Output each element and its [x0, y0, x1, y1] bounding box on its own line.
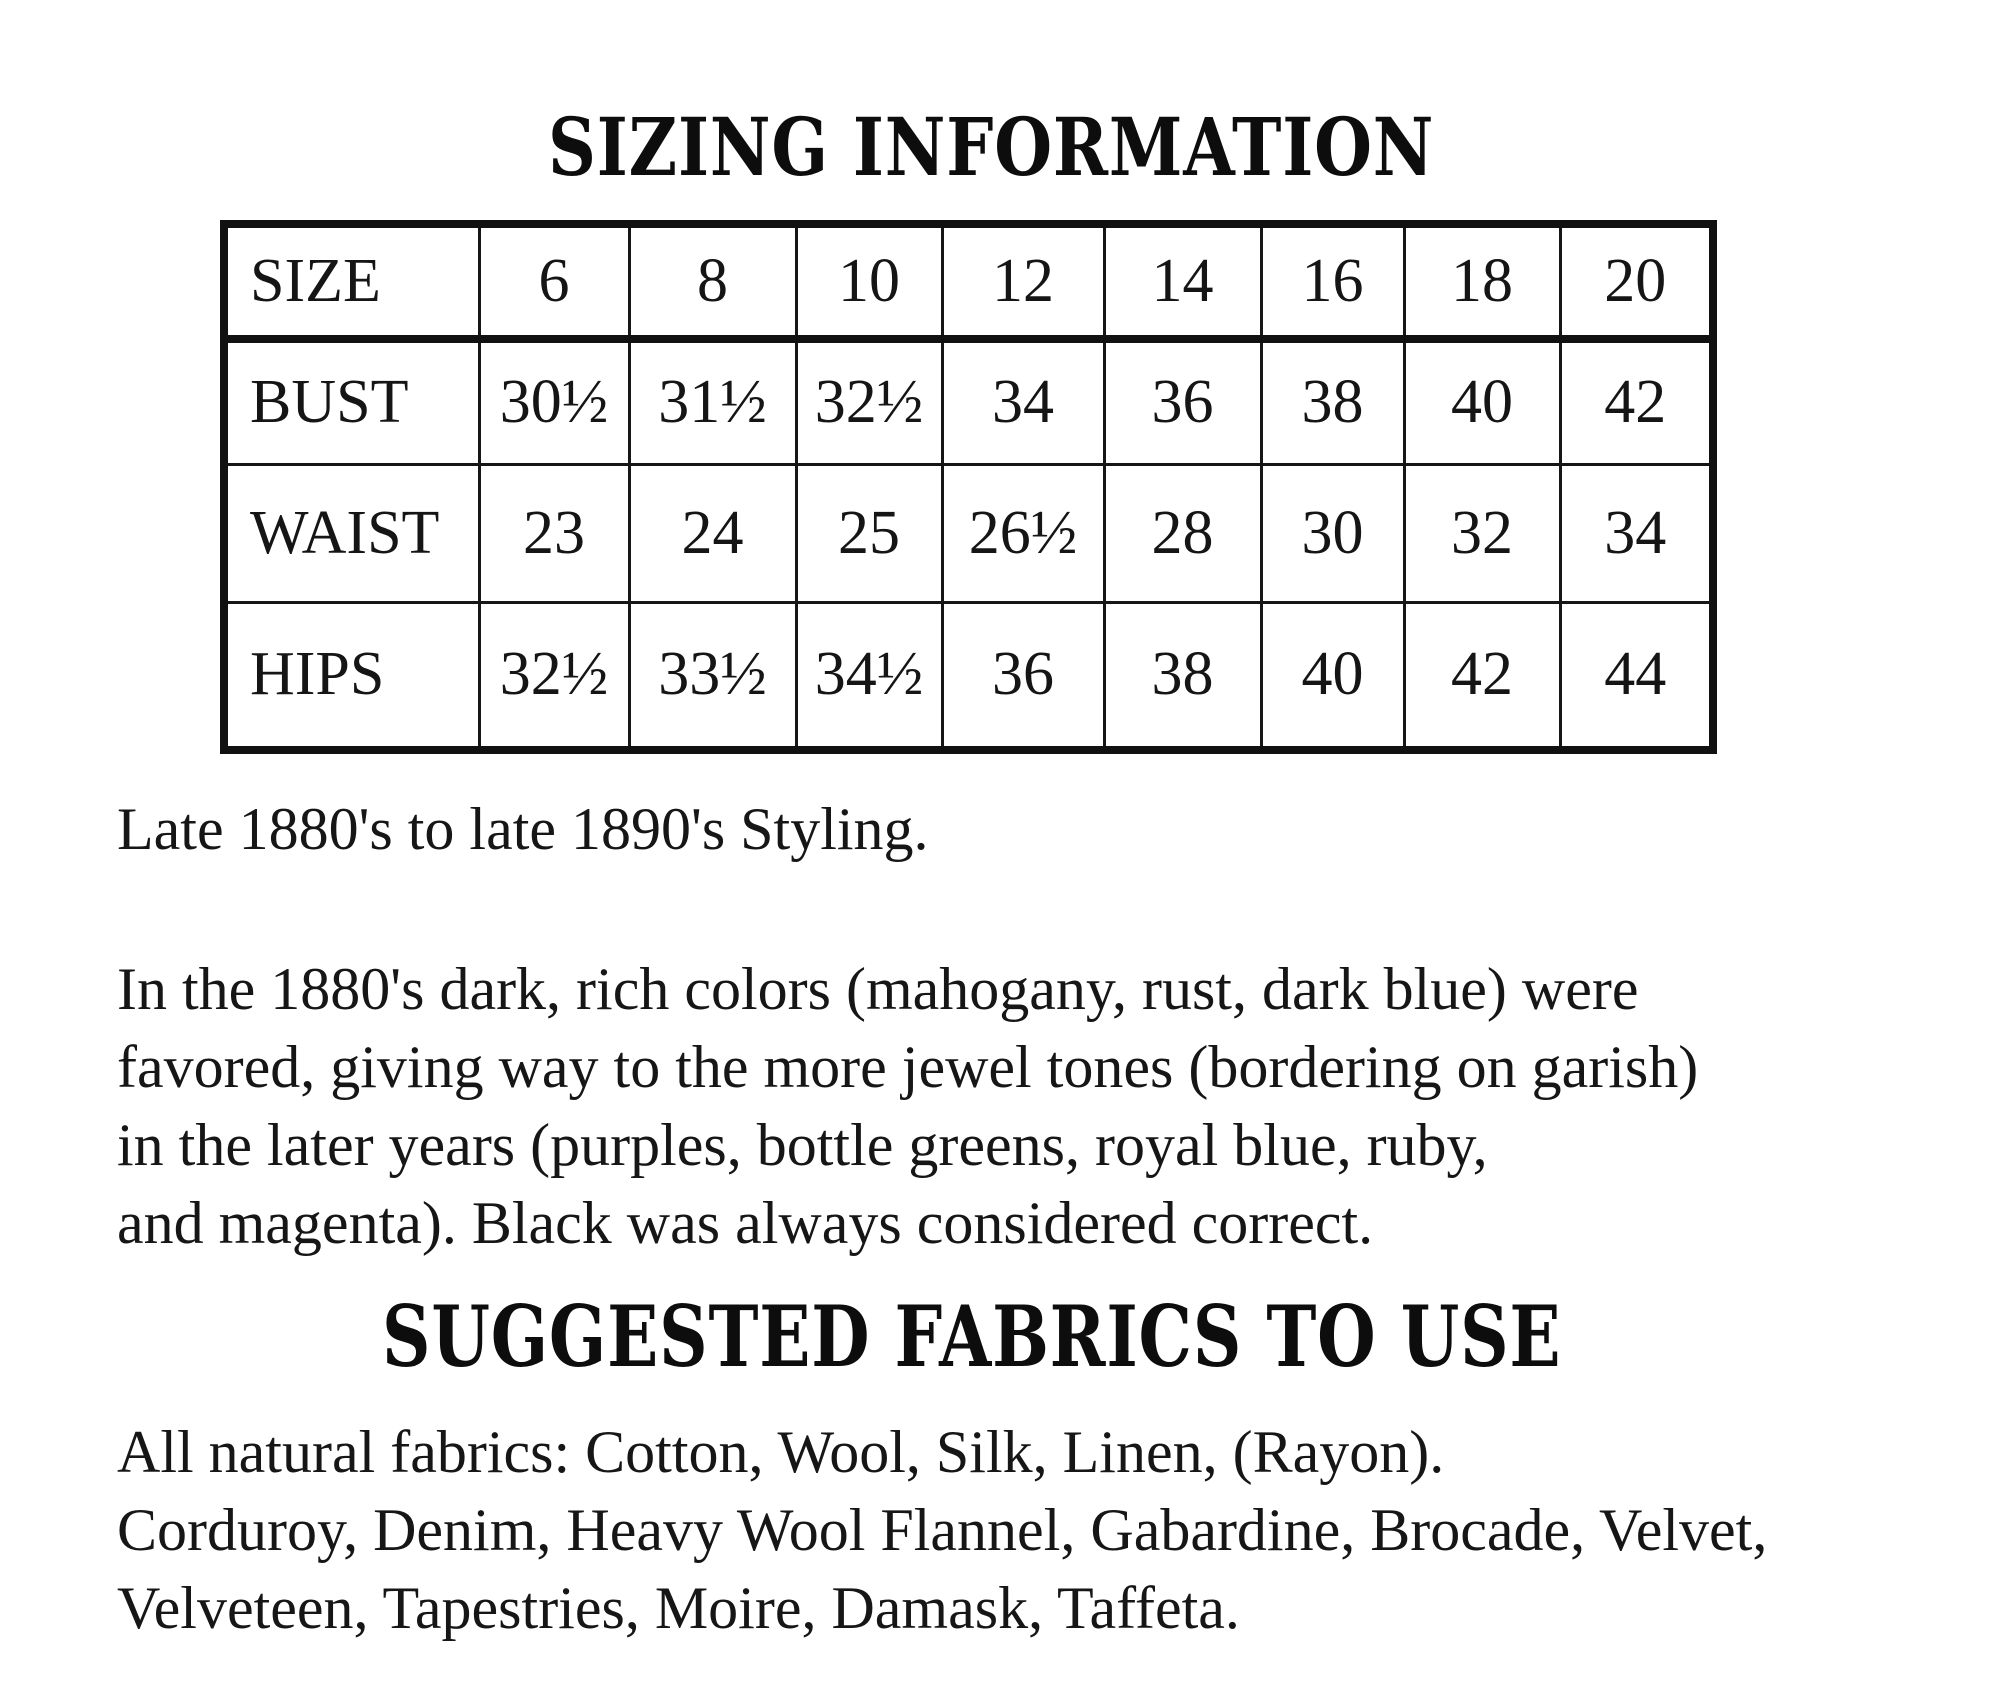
size-cell: 12: [942, 224, 1104, 339]
waist-cell: 24: [629, 464, 796, 602]
hips-cell: 32½: [479, 602, 629, 750]
fabrics-title: SUGGESTED FABRICS TO USE: [382, 1287, 1562, 1386]
waist-cell: 28: [1104, 464, 1261, 602]
colors-line: in the later years (purples, bottle greens, royal blue, ruby,: [117, 1112, 1488, 1178]
colors-paragraph: [117, 950, 1698, 1262]
bust-cell: 36: [1104, 339, 1261, 464]
bust-cell: 32½: [796, 339, 942, 464]
hips-cell: 42: [1404, 602, 1560, 750]
row-label-bust: BUST: [224, 339, 479, 464]
sizing-table: [220, 220, 1717, 754]
size-cell: 14: [1104, 224, 1261, 339]
size-cell: 20: [1560, 224, 1713, 339]
bust-cell: 42: [1560, 339, 1713, 464]
hips-cell: 34½: [796, 602, 942, 750]
hips-cell: 44: [1560, 602, 1713, 750]
size-cell: 16: [1261, 224, 1404, 339]
bust-cell: 40: [1404, 339, 1560, 464]
waist-cell: 26½: [942, 464, 1104, 602]
size-cell: 18: [1404, 224, 1560, 339]
fabrics-paragraph: [117, 1413, 1767, 1647]
row-label-waist: WAIST: [224, 464, 479, 602]
size-cell: 10: [796, 224, 942, 339]
waist-cell: 34: [1560, 464, 1713, 602]
row-label-size: SIZE: [224, 224, 479, 339]
row-label-hips: HIPS: [224, 602, 479, 750]
size-cell: 8: [629, 224, 796, 339]
bust-cell: 38: [1261, 339, 1404, 464]
waist-cell: 25: [796, 464, 942, 602]
styling-note: Late 1880's to late 1890's Styling.: [117, 796, 929, 862]
colors-line: In the 1880's dark, rich colors (mahogany, rust, dark blue) were: [117, 956, 1639, 1022]
table-row-waist: [224, 464, 1713, 602]
waist-cell: 32: [1404, 464, 1560, 602]
waist-cell: 23: [479, 464, 629, 602]
hips-cell: 40: [1261, 602, 1404, 750]
hips-cell: 38: [1104, 602, 1261, 750]
bust-cell: 30½: [479, 339, 629, 464]
colors-line: and magenta). Black was always considered correct.: [117, 1190, 1374, 1256]
bust-cell: 34: [942, 339, 1104, 464]
hips-cell: 33½: [629, 602, 796, 750]
hips-cell: 36: [942, 602, 1104, 750]
fabrics-line: Velveteen, Tapestries, Moire, Damask, Taffeta.: [117, 1575, 1240, 1641]
fabrics-line: All natural fabrics: Cotton, Wool, Silk, Linen, (Rayon).: [117, 1419, 1445, 1485]
bust-cell: 31½: [629, 339, 796, 464]
table-row-size: [224, 224, 1713, 339]
sizing-title: SIZING INFORMATION: [548, 100, 1435, 194]
waist-cell: 30: [1261, 464, 1404, 602]
fabrics-line: Corduroy, Denim, Heavy Wool Flannel, Gabardine, Brocade, Velvet,: [117, 1497, 1768, 1563]
size-cell: 6: [479, 224, 629, 339]
table-row-bust: [224, 339, 1713, 464]
table-row-hips: [224, 602, 1713, 750]
colors-line: favored, giving way to the more jewel tones (bordering on garish): [117, 1034, 1699, 1100]
